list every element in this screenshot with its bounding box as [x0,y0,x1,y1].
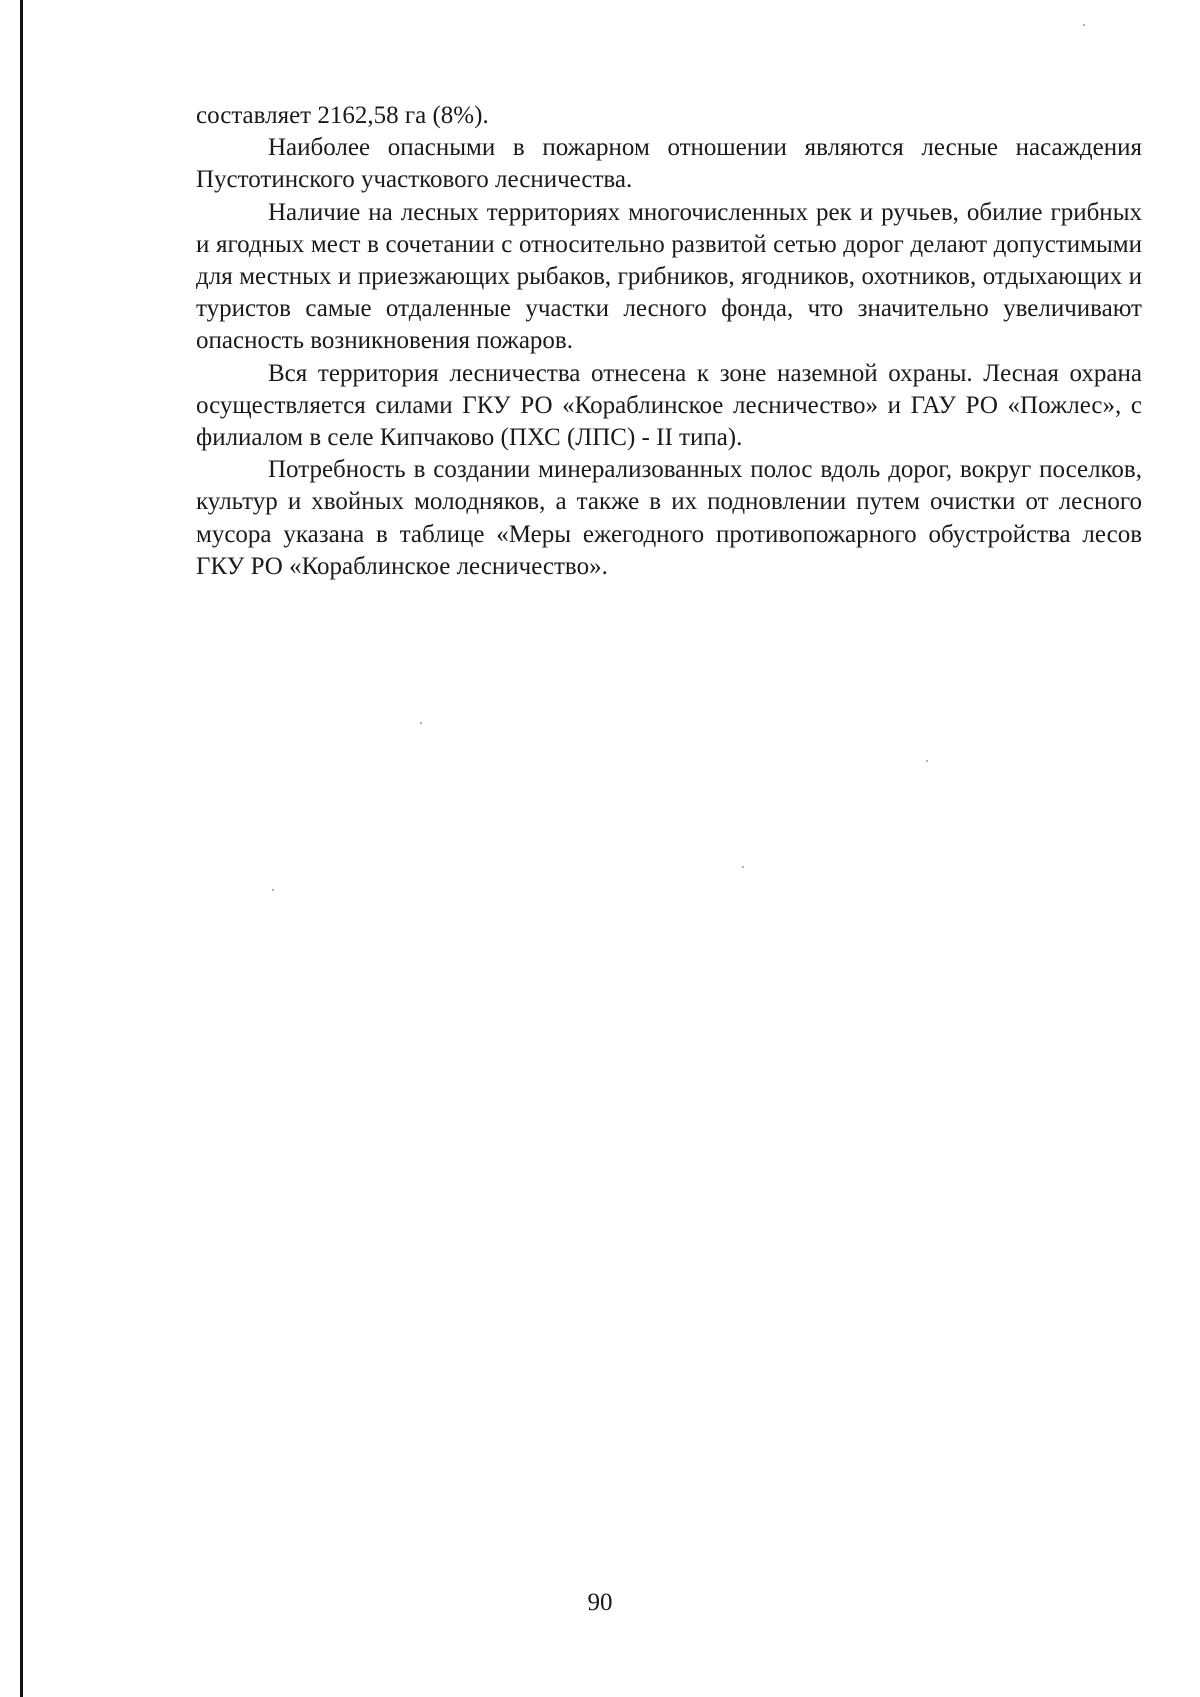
page-number: 90 [587,1589,613,1616]
document-body [196,100,1142,583]
scan-speck [420,722,422,724]
paragraph: Наиболее опасными в пожарном отношении являются лесные насаждения Пустотинского участкового лесничества. [196,134,1142,194]
scan-speck [742,866,744,868]
paragraph: Наличие на лесных территориях многочисленных рек и ручьев, обилие грибных и ягодных мест в сочетании с относительно развитой сетью дорог делают допустимыми для местных и приезжающих рыбаков, грибников, ягодников, охотников, отдыхающих и туристов самые отдаленные участки лесного фонда, что значительно увеличивают опасность возникновения пожаров. [196,198,1142,355]
scan-speck [272,889,274,891]
paragraph: Вся территория лесничества отнесена к зоне наземной охраны. Лесная охрана осуществляется силами ГКУ РО «Кораблинское лесничество» и ГАУ РО «Пожлес», с филиалом в селе Кипчаково (ПХС (ЛПС) - II типа). [196,359,1142,452]
paragraph: составляет 2162,58 га (8%). [196,102,489,129]
scan-speck [1083,24,1085,26]
paragraph: Потребность в создании минерализованных полос вдоль дорог, вокруг поселков, культур и хвойных молодняков, а также в их подновлении путем очистки от лесного мусора указана в таблице «Меры ежегодного противопожарного обустройства лесов ГКУ РО «Кораблинское лесничество». [196,456,1142,580]
scan-border [20,0,23,1697]
scan-speck [926,760,928,762]
